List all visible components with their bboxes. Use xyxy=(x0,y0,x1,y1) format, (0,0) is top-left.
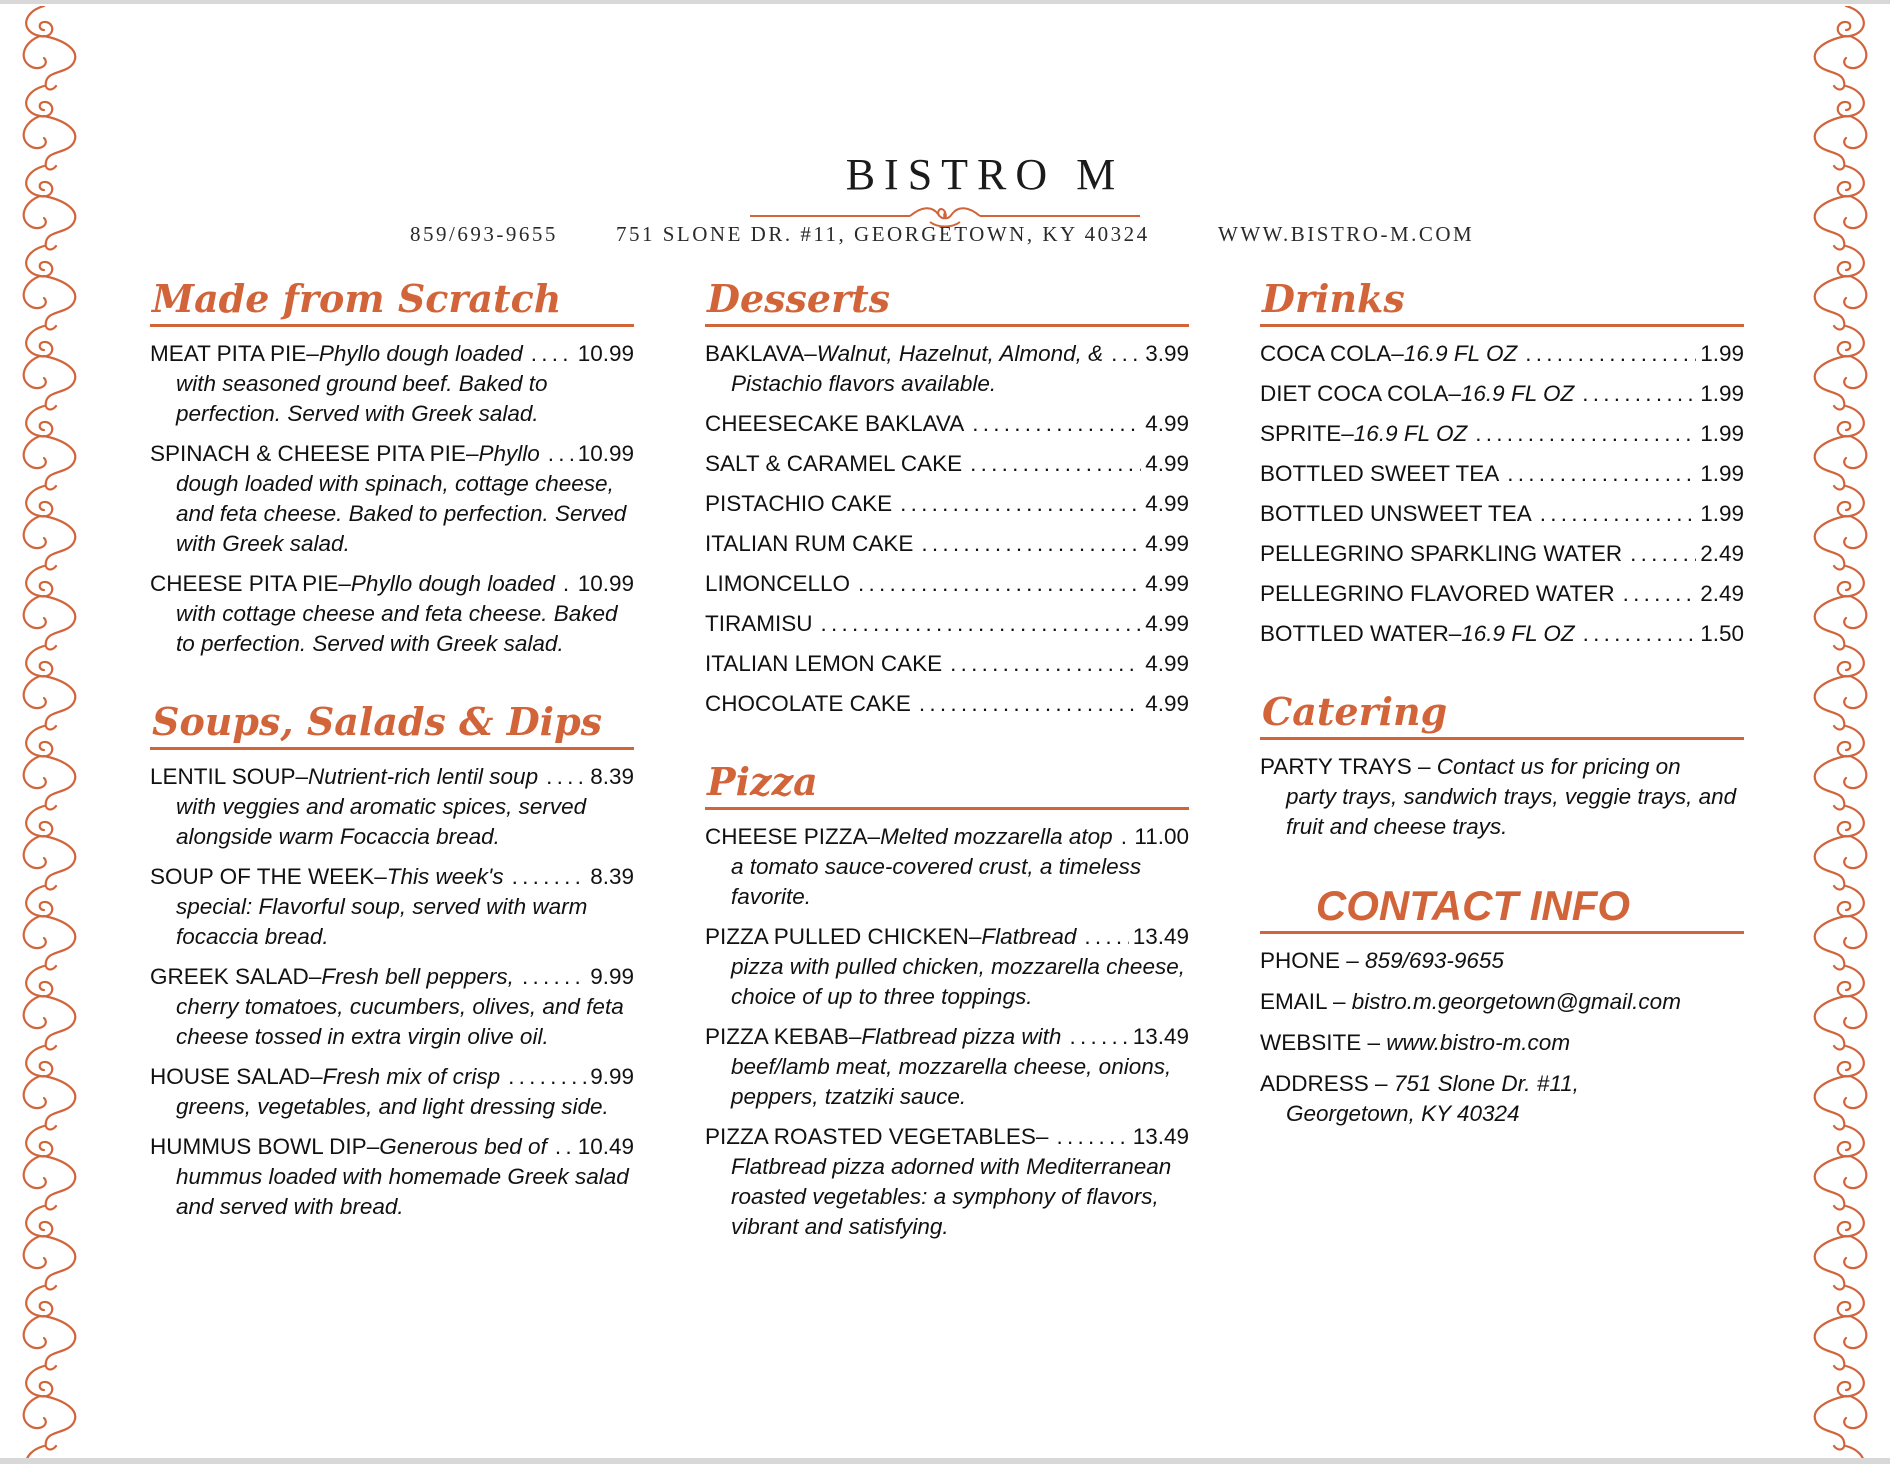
menu-item-name: SPRITE xyxy=(1260,421,1342,446)
scroll-ornament-icon xyxy=(1815,406,1867,489)
menu-item xyxy=(1260,459,1744,489)
scroll-ornament-icon xyxy=(24,1206,76,1289)
menu-item-name: SALT & CARAMEL CAKE xyxy=(705,451,963,476)
menu-item-price: 4.99 xyxy=(1145,491,1189,516)
menu-item-description-rest: greens, vegetables, and light dressing side. xyxy=(176,1094,609,1119)
menu-item xyxy=(1260,499,1744,529)
dash-separator: – xyxy=(848,1024,862,1049)
dot-leader xyxy=(1475,419,1696,449)
contact-label: ADDRESS xyxy=(1260,1071,1369,1096)
scroll-ornament-icon xyxy=(1815,326,1867,409)
contact-label: WEBSITE xyxy=(1260,1030,1362,1055)
scroll-ornament-icon xyxy=(1815,1366,1867,1449)
menu-item-line xyxy=(705,689,1189,719)
dash-separator: – xyxy=(308,964,322,989)
menu-item-price: 2.49 xyxy=(1700,541,1744,566)
menu-item-line xyxy=(705,822,1189,852)
menu-item-price: 4.99 xyxy=(1145,531,1189,556)
contact-label: EMAIL xyxy=(1260,989,1327,1014)
page-top-edge xyxy=(0,0,1890,4)
menu-item-price: 4.99 xyxy=(1145,611,1189,636)
contact-row xyxy=(1260,987,1744,1017)
dot-leader xyxy=(1507,459,1696,489)
menu-item-price: 1.99 xyxy=(1700,341,1744,366)
dash-separator: – xyxy=(1035,1124,1049,1149)
dash-separator: – xyxy=(295,764,308,789)
scroll-ornament-icon xyxy=(24,566,76,649)
menu-item-price: 10.99 xyxy=(577,441,634,466)
menu-item-line xyxy=(1260,459,1744,489)
menu-item-description-rest: Flatbread pizza adorned with Mediterranean roasted vegetables: a symphony of flavors, vibrant and satisfying. xyxy=(731,1154,1172,1239)
dot-leader xyxy=(1582,379,1696,409)
dot-leader xyxy=(531,339,574,369)
menu-item-name: MEAT PITA PIE xyxy=(150,341,307,366)
menu-item-line xyxy=(150,862,634,892)
menu-item-price: 11.00 xyxy=(1134,824,1189,849)
menu-item-price: 4.99 xyxy=(1145,651,1189,676)
contact-row xyxy=(1260,1028,1744,1058)
menu-item-price: 4.99 xyxy=(1145,691,1189,716)
dash-separator: – xyxy=(1448,621,1462,646)
dash-separator: – xyxy=(1448,381,1461,406)
dot-leader xyxy=(921,529,1141,559)
menu-item xyxy=(1260,619,1744,649)
menu-item-name: CHOCOLATE CAKE xyxy=(705,691,911,716)
dot-leader xyxy=(950,649,1141,679)
dash-separator: – xyxy=(1326,989,1352,1014)
menu-item xyxy=(705,529,1189,559)
menu-item-name: PIZZA KEBAB xyxy=(705,1024,849,1049)
menu-item-description-rest: dough loaded with spinach, cottage cheese, and feta cheese. Baked to perfection. Served with Greek salad. xyxy=(176,471,627,556)
menu-item-description-rest: special: Flavorful soup, served with warm focaccia bread. xyxy=(176,894,588,949)
menu-item xyxy=(705,1122,1189,1242)
soups-salads-dips-list xyxy=(150,762,634,1222)
menu-item-description: Nutrient-rich lentil soup xyxy=(307,764,539,789)
dot-leader xyxy=(522,962,586,992)
section-title-made-from-scratch: Made from Scratch xyxy=(150,274,634,327)
menu-item-price: 3.99 xyxy=(1145,341,1189,366)
dot-leader xyxy=(1630,539,1696,569)
menu-item-description-rest: with cottage cheese and feta cheese. Baked to perfection. Served with Greek salad. xyxy=(176,601,618,656)
scroll-ornament-icon xyxy=(1815,966,1867,1049)
scroll-ornament-icon xyxy=(1815,1206,1867,1289)
menu-item-name: COCA COLA xyxy=(1260,341,1392,366)
menu-item-price: 10.49 xyxy=(577,1134,634,1159)
scroll-ornament-icon xyxy=(1815,486,1867,569)
dash-separator: – xyxy=(338,571,351,596)
menu-item-price: 10.99 xyxy=(577,571,634,596)
menu-item-line xyxy=(1260,499,1744,529)
section-title-catering: Catering xyxy=(1260,687,1744,740)
scroll-ornament-icon xyxy=(1815,806,1867,889)
contact-value: www.bistro-m.com xyxy=(1386,1030,1571,1055)
menu-item-description: Phyllo xyxy=(478,441,540,466)
scroll-ornament-icon xyxy=(24,646,76,729)
dot-leader xyxy=(512,862,587,892)
scroll-ornament-icon xyxy=(1815,726,1867,809)
menu-item-name: GREEK SALAD xyxy=(150,964,309,989)
menu-item-price: 9.99 xyxy=(590,964,634,989)
desserts-list xyxy=(705,339,1189,719)
menu-item-price: 1.99 xyxy=(1700,461,1744,486)
menu-item-name: BOTTLED UNSWEET TEA xyxy=(1260,501,1532,526)
menu-item-name: HUMMUS BOWL DIP xyxy=(150,1134,367,1159)
menu-item-description: Phyllo dough loaded xyxy=(318,341,523,366)
menu-item-price: 13.49 xyxy=(1132,924,1189,949)
menu-item xyxy=(705,689,1189,719)
menu-item-name: BAKLAVA xyxy=(705,341,805,366)
contact-value-rest: Georgetown, KY 40324 xyxy=(1286,1101,1520,1126)
scroll-ornament-icon xyxy=(24,966,76,1049)
menu-column-middle xyxy=(705,274,1189,1252)
menu-item-name: CHEESECAKE BAKLAVA xyxy=(705,411,965,436)
header-phone: 859/693-9655 xyxy=(410,222,558,246)
menu-item-description: Flatbread pizza with xyxy=(861,1024,1062,1049)
menu-item-name: SOUP OF THE WEEK xyxy=(150,864,375,889)
menu-item xyxy=(150,962,634,1052)
pizza-list xyxy=(705,822,1189,1242)
menu-item xyxy=(705,489,1189,519)
menu-item-description: Fresh bell peppers, xyxy=(321,964,514,989)
scroll-ornament-icon xyxy=(24,326,76,409)
menu-item-description: This week's xyxy=(386,864,504,889)
dot-leader xyxy=(563,569,574,599)
section-title-contact-info: CONTACT INFO xyxy=(1260,881,1744,934)
dot-leader xyxy=(1056,1122,1128,1152)
dash-separator: – xyxy=(1361,1030,1387,1055)
dot-leader xyxy=(546,762,586,792)
menu-item-description: Melted mozzarella atop xyxy=(880,824,1113,849)
dot-leader xyxy=(1623,579,1697,609)
scroll-ornament-icon xyxy=(24,726,76,809)
dash-separator: – xyxy=(310,1064,323,1089)
menu-item-name: ITALIAN LEMON CAKE xyxy=(705,651,943,676)
scroll-ornament-icon xyxy=(1815,1046,1867,1129)
dash-separator: – xyxy=(1368,1071,1394,1096)
scroll-ornament-icon xyxy=(1815,1446,1867,1458)
menu-item-line xyxy=(705,409,1189,439)
menu-item-description: 16.9 FL OZ xyxy=(1353,421,1468,446)
menu-item-line xyxy=(705,489,1189,519)
dash-separator: – xyxy=(465,441,479,466)
menu-item-description: Phyllo dough loaded xyxy=(350,571,555,596)
menu-item-description-rest: pizza with pulled chicken, mozzarella cheese, choice of up to three toppings. xyxy=(731,954,1185,1009)
contact-value: bistro.m.georgetown@gmail.com xyxy=(1351,989,1681,1014)
menu-item-line xyxy=(1260,579,1744,609)
menu-item-line xyxy=(150,569,634,599)
menu-item xyxy=(705,339,1189,399)
menu-item-description-rest: hummus loaded with homemade Greek salad and served with bread. xyxy=(176,1164,629,1219)
menu-item xyxy=(1260,539,1744,569)
menu-item xyxy=(1260,419,1744,449)
menu-item-name: HOUSE SALAD xyxy=(150,1064,311,1089)
menu-column-left xyxy=(150,274,634,1232)
scroll-ornament-icon xyxy=(24,886,76,969)
menu-item-line xyxy=(150,1132,634,1162)
menu-item-line xyxy=(150,339,634,369)
scroll-ornament-icon xyxy=(1815,1126,1867,1209)
menu-item-price: 8.39 xyxy=(590,764,634,789)
menu-item-name: BOTTLED WATER xyxy=(1260,621,1449,646)
menu-item-line xyxy=(705,339,1189,369)
dash-separator: – xyxy=(366,1134,380,1159)
menu-item-name: DIET COCA COLA xyxy=(1260,381,1449,406)
scroll-ornament-icon xyxy=(24,406,76,489)
menu-item-line xyxy=(150,762,634,792)
menu-item-description-rest: beef/lamb meat, mozzarella cheese, onions, peppers, tzatziki sauce. xyxy=(731,1054,1172,1109)
dot-leader xyxy=(1084,922,1128,952)
menu-item-name: PISTACHIO CAKE xyxy=(705,491,893,516)
menu-item-description-rest: a tomato sauce-covered crust, a timeless favorite. xyxy=(731,854,1142,909)
menu-item xyxy=(705,922,1189,1012)
menu-item xyxy=(705,1022,1189,1112)
dot-leader xyxy=(508,1062,586,1092)
catering-desc: Contact us for pricing on xyxy=(1436,754,1681,779)
menu-item-name: PELLEGRINO FLAVORED WATER xyxy=(1260,581,1615,606)
scroll-ornament-icon xyxy=(1815,886,1867,969)
contact-row xyxy=(1260,1069,1744,1129)
contact-value: 859/693-9655 xyxy=(1365,948,1504,973)
menu-item-price: 4.99 xyxy=(1145,571,1189,596)
menu-item-price: 2.49 xyxy=(1700,581,1744,606)
menu-item xyxy=(150,339,634,429)
scroll-ornament-icon xyxy=(1815,6,1867,89)
dot-leader xyxy=(970,449,1141,479)
menu-item-price: 1.50 xyxy=(1700,621,1744,646)
made-from-scratch-list xyxy=(150,339,634,659)
menu-item-line xyxy=(150,1062,634,1092)
menu-item-line xyxy=(705,649,1189,679)
menu-item-line xyxy=(1260,379,1744,409)
menu-item-name: PIZZA PULLED CHICKEN xyxy=(705,924,969,949)
menu-item xyxy=(705,822,1189,912)
dash-separator: – xyxy=(968,924,982,949)
menu-item-name: PIZZA ROASTED VEGETABLES xyxy=(705,1124,1036,1149)
scroll-ornament-icon xyxy=(1815,246,1867,329)
menu-item xyxy=(1260,579,1744,609)
page-bottom-edge xyxy=(0,1458,1890,1464)
menu-item-name: PELLEGRINO SPARKLING WATER xyxy=(1260,541,1623,566)
menu-item-line xyxy=(705,569,1189,599)
menu-item-description-rest: with seasoned ground beef. Baked to perfection. Served with Greek salad. xyxy=(176,371,548,426)
dot-leader xyxy=(1583,619,1697,649)
menu-item-name: SPINACH & CHEESE PITA PIE xyxy=(150,441,466,466)
dot-leader xyxy=(900,489,1141,519)
dash-separator: – xyxy=(804,341,817,366)
menu-item-name: BOTTLED SWEET TEA xyxy=(1260,461,1500,486)
menu-item-line xyxy=(705,1022,1189,1052)
menu-item xyxy=(150,1132,634,1222)
scroll-ornament-icon xyxy=(24,1446,76,1458)
menu-item-name: ITALIAN RUM CAKE xyxy=(705,531,914,556)
menu-item-description: 16.9 FL OZ xyxy=(1403,341,1518,366)
section-title-soups-salads-dips: Soups, Salads & Dips xyxy=(150,697,634,750)
menu-item-name: CHEESE PITA PIE xyxy=(150,571,339,596)
menu-column-right xyxy=(1260,274,1744,1140)
menu-item-line xyxy=(1260,339,1744,369)
header-contact-line xyxy=(0,222,1890,252)
scroll-ornament-icon xyxy=(24,806,76,889)
catering-item: PARTY TRAYS – Contact us for pricing on party trays, sandwich trays, veggie trays, and fruit and cheese trays. xyxy=(1260,752,1744,842)
menu-item-name: CHEESE PIZZA xyxy=(705,824,868,849)
scroll-ornament-icon xyxy=(1815,1286,1867,1369)
contact-row xyxy=(1260,946,1744,976)
dot-leader xyxy=(972,409,1141,439)
contact-label: PHONE xyxy=(1260,948,1341,973)
scroll-ornament-icon xyxy=(24,1286,76,1369)
menu-item xyxy=(150,862,634,952)
dash-separator: – xyxy=(374,864,387,889)
menu-item-line xyxy=(705,529,1189,559)
menu-item xyxy=(705,569,1189,599)
menu-item-line xyxy=(705,922,1189,952)
menu-item-description: 16.9 FL OZ xyxy=(1461,621,1575,646)
dash-separator: – xyxy=(1391,341,1404,366)
menu-item xyxy=(705,449,1189,479)
menu-item-description: Walnut, Hazelnut, Almond, & xyxy=(816,341,1104,366)
scroll-ornament-icon xyxy=(24,1126,76,1209)
contact-value: 751 Slone Dr. #11, xyxy=(1393,1071,1579,1096)
menu-item-line xyxy=(1260,419,1744,449)
menu-item-name: TIRAMISU xyxy=(705,611,813,636)
menu-item-price: 1.99 xyxy=(1700,501,1744,526)
dot-leader xyxy=(1121,822,1131,852)
dot-leader xyxy=(1111,339,1141,369)
menu-item xyxy=(705,409,1189,439)
menu-item-line xyxy=(705,449,1189,479)
menu-item xyxy=(1260,379,1744,409)
scroll-ornament-icon xyxy=(24,246,76,329)
menu-item-price: 13.49 xyxy=(1132,1024,1189,1049)
menu-item-price: 10.99 xyxy=(577,341,634,366)
menu-item-description: Flatbread xyxy=(981,924,1077,949)
menu-item-description: Fresh mix of crisp xyxy=(322,1064,501,1089)
scroll-ornament-icon xyxy=(24,486,76,569)
menu-item-description: Generous bed of xyxy=(379,1134,547,1159)
menu-item xyxy=(150,569,634,659)
dash-separator: – xyxy=(1341,421,1354,446)
menu-item-price: 1.99 xyxy=(1700,421,1744,446)
dot-leader xyxy=(1525,339,1696,369)
menu-item-line xyxy=(150,962,634,992)
menu-item-description-rest: Pistachio flavors available. xyxy=(731,371,997,396)
menu-item-line xyxy=(705,1122,1189,1152)
menu-item xyxy=(705,609,1189,639)
header-website: WWW.BISTRO-M.COM xyxy=(1218,222,1475,246)
contact-info-list xyxy=(1260,946,1744,1129)
restaurant-title: BISTRO M xyxy=(845,150,1125,199)
menu-item-price: 8.39 xyxy=(590,864,634,889)
menu-item-price: 4.99 xyxy=(1145,411,1189,436)
dash-separator: – xyxy=(867,824,881,849)
section-title-drinks: Drinks xyxy=(1260,274,1744,327)
scroll-ornament-icon xyxy=(1815,566,1867,649)
scroll-ornament-icon xyxy=(24,1046,76,1129)
dot-leader xyxy=(548,439,574,469)
dot-leader xyxy=(858,569,1141,599)
dot-leader xyxy=(1069,1022,1128,1052)
dot-leader xyxy=(555,1132,574,1162)
menu-item-description-rest: cherry tomatoes, cucumbers, olives, and feta cheese tossed in extra virgin olive oil. xyxy=(176,994,624,1049)
menu-item-line xyxy=(1260,539,1744,569)
dash-separator: – xyxy=(306,341,319,366)
dash-separator: – xyxy=(1340,948,1366,973)
catering-desc-rest: party trays, sandwich trays, veggie trays, and fruit and cheese trays. xyxy=(1286,784,1737,839)
menu-item xyxy=(150,762,634,852)
menu-item-price: 13.49 xyxy=(1132,1124,1189,1149)
dot-leader xyxy=(821,609,1142,639)
dot-leader xyxy=(1540,499,1696,529)
section-title-pizza: Pizza xyxy=(705,757,1189,810)
menu-header xyxy=(0,150,1890,200)
menu-item-description-rest: with veggies and aromatic spices, served alongside warm Focaccia bread. xyxy=(176,794,587,849)
scroll-ornament-icon xyxy=(24,6,76,89)
menu-item-line xyxy=(705,609,1189,639)
menu-item xyxy=(150,1062,634,1122)
menu-item-price: 4.99 xyxy=(1145,451,1189,476)
catering-label: PARTY TRAYS xyxy=(1260,754,1412,779)
menu-item-price: 1.99 xyxy=(1700,381,1744,406)
dot-leader xyxy=(919,689,1141,719)
menu-item-line xyxy=(150,439,634,469)
drinks-list xyxy=(1260,339,1744,649)
menu-item-description: 16.9 FL OZ xyxy=(1460,381,1575,406)
menu-item-name: LIMONCELLO xyxy=(705,571,851,596)
menu-item xyxy=(1260,339,1744,369)
scroll-ornament-icon xyxy=(24,1366,76,1449)
header-address: 751 SLONE DR. #11, GEORGETOWN, KY 40324 xyxy=(616,222,1150,246)
section-title-desserts: Desserts xyxy=(705,274,1189,327)
menu-item-name: LENTIL SOUP xyxy=(150,764,296,789)
menu-item xyxy=(150,439,634,559)
menu-item xyxy=(705,649,1189,679)
scroll-ornament-icon xyxy=(1815,646,1867,729)
menu-item-line xyxy=(1260,619,1744,649)
menu-item-price: 9.99 xyxy=(590,1064,634,1089)
